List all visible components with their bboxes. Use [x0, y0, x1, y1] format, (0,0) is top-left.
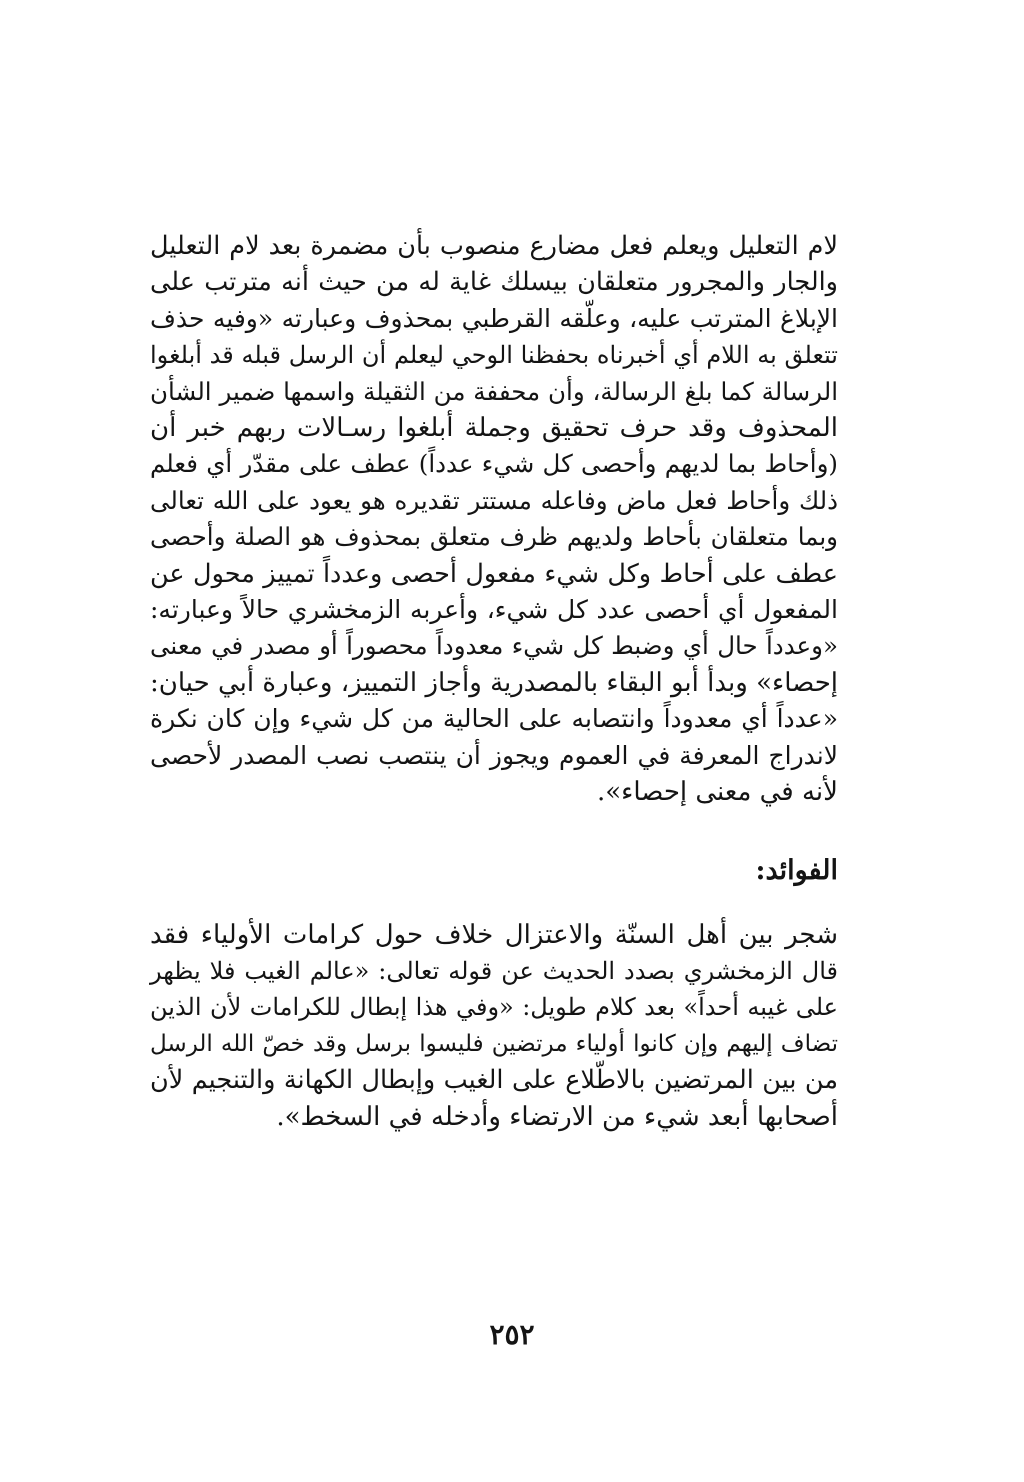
text-line: تضاف إليهم وإن كانوا أولياء مرتضين فليسوا برسل وقد خصّ الله الرسل	[150, 1030, 838, 1057]
page-number: ٢٥٢	[489, 1318, 535, 1351]
paragraph-1	[150, 228, 838, 811]
text-line: «وعدداً حال أي وضبط كل شيء معدوداً محصوراً أو مصدر في معنى	[150, 631, 838, 661]
text-line: تتعلق به اللام أي أخبرناه بحفظنا الوحي ليعلم أن الرسل قبله قد أبلغوا	[150, 341, 838, 370]
text-line: وبما متعلقان بأحاط ولديهم ظرف متعلق بمحذوف هو الصلة وأحصى	[150, 522, 838, 552]
text-line: (وأحاط بما لديهم وأحصى كل شيء عدداً) عطف على مقدّر أي فعلم	[150, 449, 838, 479]
text-line: «عدداً أي معدوداً وانتصابه على الحالية من كل شيء وإن كان نكرة	[150, 704, 838, 734]
paragraph-2	[150, 917, 838, 1135]
text-line: قال الزمخشري بصدد الحديث عن قوله تعالى: «عالم الغيب فلا يظهر	[150, 956, 838, 985]
text-line: ذلك وأحاط فعل ماض وفاعله مستتر تقديره هو يعود على الله تعالى	[150, 485, 838, 515]
text-line: على غيبه أحداً» بعد كلام طويل: «وفي هذا إبطال للكرامات لأن الذين	[150, 993, 838, 1022]
text-line: إحصاء» وبدأ أبو البقاء بالمصدرية وأجاز التمييز، وعبارة أبي حيان:	[150, 667, 838, 698]
text-line: الإبلاغ المترتب عليه، وعلّقه القرطبي بمحذوف وعبارته «وفيه حذف	[150, 303, 838, 333]
section-heading: الفوائد:	[755, 854, 838, 886]
text-line: عطف على أحاط وكل شيء مفعول أحصى وعدداً تمييز محول عن	[150, 558, 838, 589]
text-line: المفعول أي أحصى عدد كل شيء، وأعربه الزمخشري حالاً وعبارته:	[150, 595, 838, 625]
text-line: والجار والمجرور متعلقان بيسلك غاية له من حيث أنه مترتب على	[150, 267, 838, 298]
text-line: لأنه في معنى إحصاء».	[596, 777, 838, 808]
page-body	[150, 228, 838, 1135]
text-line: شجر بين أهل السنّة والاعتزال خلاف حول كرامات الأولياء فقد	[150, 919, 838, 950]
text-line: المحذوف وقد حرف تحقيق وجملة أبلغوا رسـالات ربهم خبر أن	[150, 413, 838, 444]
text-line: لام التعليل ويعلم فعل مضارع منصوب بأن مضمرة بعد لام التعليل	[150, 231, 838, 261]
text-line: الرسالة كما بلغ الرسالة، وأن محففة من الثقيلة واسمها ضمير الشأن	[150, 376, 838, 406]
text-line: لاندراج المعرفة في العموم ويجوز أن ينتصب نصب المصدر لأحصى	[150, 740, 838, 770]
text-line: من بين المرتضين بالاطّلاع على الغيب وإبطال الكهانة والتنجيم لأن	[150, 1065, 838, 1096]
text-line: أصحابها أبعد شيء من الارتضاء وأدخله في السخط».	[276, 1101, 838, 1132]
